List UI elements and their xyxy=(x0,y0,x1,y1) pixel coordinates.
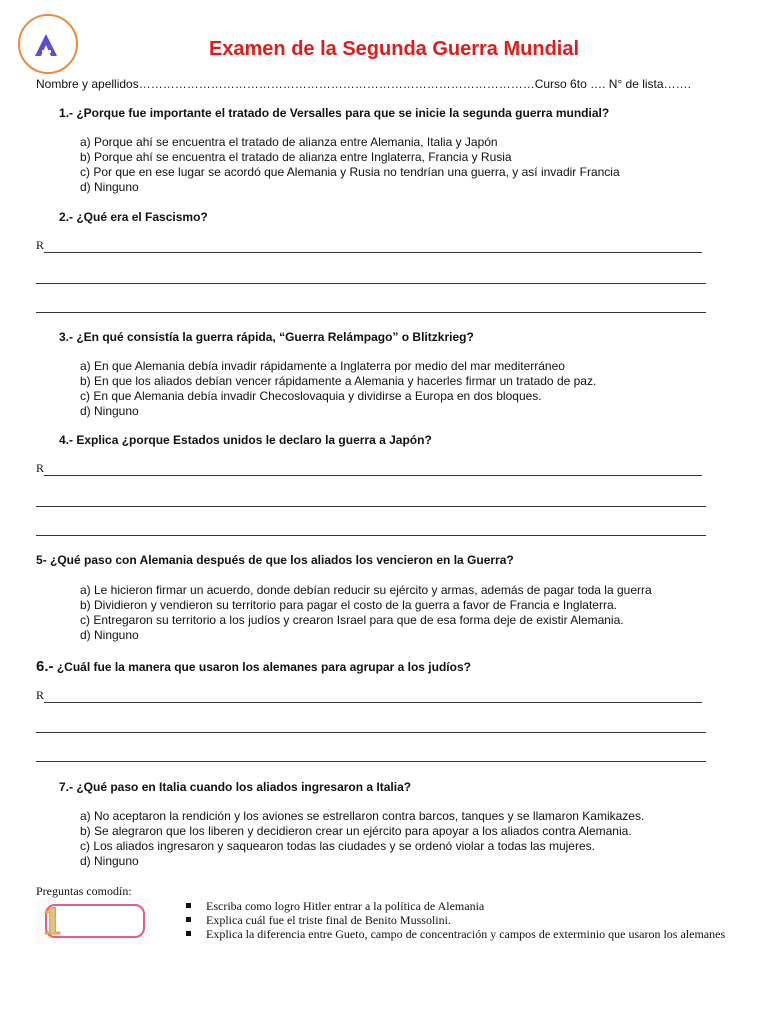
question-text: - ¿Qué paso con Alemania después de que los aliados los vencieron en la Guerra? xyxy=(42,553,514,567)
question-4 xyxy=(59,433,432,447)
answer-line xyxy=(44,688,702,703)
bonus-item: Escriba como logro Hitler entrar a la política de Alemania xyxy=(186,899,726,913)
option: a) No aceptaron la rendición y los aviones se estrellaron contra barcos, tanques y se llamaron Kamikazes. xyxy=(80,809,645,823)
answer-area-2[interactable] xyxy=(36,238,706,318)
option: c) Los aliados ingresaron y saquearon todas las ciudades y se ordenó violar a todas las mujeres. xyxy=(80,839,595,853)
question-6 xyxy=(36,658,471,675)
answer-line xyxy=(36,747,706,762)
answer-line xyxy=(36,521,706,536)
option: d) Ninguno xyxy=(80,180,139,194)
option: c) Por que en ese lugar se acordó que Alemania y Rusia no tendrían una guerra, y así invadir Francia xyxy=(80,165,620,179)
question-5-options xyxy=(80,583,652,643)
option: b) En que los aliados debían vencer rápidamente a Alemania y hacerles firmar un tratado de paz. xyxy=(80,374,597,388)
bullet-icon xyxy=(186,903,191,908)
page-title: Examen de la Segunda Guerra Mundial xyxy=(208,38,580,60)
option: c) En que Alemania debía invadir Checoslovaquia y dividirse a Europa en dos bloques. xyxy=(80,389,542,403)
question-number: 5 xyxy=(36,553,43,567)
option: d) Ninguno xyxy=(80,628,139,642)
question-number: 3. xyxy=(59,330,70,344)
option: c) Entregaron su territorio a los judíos y crearon Israel para que de esa forma deje de existir Alemania. xyxy=(80,613,624,627)
question-3 xyxy=(59,330,474,344)
option: b) Porque ahí se encuentra el tratado de alianza entre Inglaterra, Francia y Rusia xyxy=(80,150,512,164)
question-number: 7. xyxy=(59,780,70,794)
question-7 xyxy=(59,780,411,794)
question-3-options xyxy=(80,359,596,419)
question-number: 1 xyxy=(59,106,66,120)
bonus-list xyxy=(186,899,726,941)
bonus-item: Explica la diferencia entre Gueto, campo de concentración y campos de exterminio que usaron los alemanes xyxy=(186,927,726,941)
answer-area-4[interactable] xyxy=(36,461,706,541)
option: a) Le hicieron firmar un acuerdo, donde debían reducir su ejército y armas, además de pagar toda la guerra xyxy=(80,583,652,597)
name-course-line: Nombre y apellidos………………………………………………………………………………………Curso 6to …. N° de lista……. xyxy=(36,77,691,91)
option: d) Ninguno xyxy=(80,854,139,868)
answer-label: R xyxy=(36,688,45,702)
question-1 xyxy=(59,106,609,120)
answer-line xyxy=(36,298,706,313)
question-1-options xyxy=(80,135,620,195)
question-7-options xyxy=(80,809,644,869)
question-text: ¿Cuál fue la manera que usaron los alemanes para agrupar a los judíos? xyxy=(53,660,471,674)
option: b) Se alegraron que los liberen y decidieron crear un ejército para apoyar a los aliados contra Alemania. xyxy=(80,824,632,838)
bonus-label: Preguntas comodín: xyxy=(36,884,132,898)
bonus-badge xyxy=(36,898,150,944)
option: a) Porque ahí se encuentra el tratado de alianza entre Alemania, Italia y Japón xyxy=(80,135,498,149)
question-2 xyxy=(59,210,208,224)
bullet-icon xyxy=(186,931,191,936)
question-5 xyxy=(36,553,514,567)
answer-label: R xyxy=(36,461,45,475)
answer-area-6[interactable] xyxy=(36,688,706,768)
answer-line xyxy=(36,492,706,507)
answer-line xyxy=(36,269,706,284)
answer-line xyxy=(36,718,706,733)
answer-line xyxy=(44,238,702,253)
answer-line xyxy=(44,461,702,476)
question-number: 2. xyxy=(59,210,70,224)
question-text: - ¿En qué consistía la guerra rápida, “Guerra Relámpago” o Blitzkrieg? xyxy=(69,330,474,344)
option: d) Ninguno xyxy=(80,404,139,418)
question-text: - Explica ¿porque Estados unidos le declaro la guerra a Japón? xyxy=(69,433,432,447)
question-number: 6.- xyxy=(36,658,54,675)
bullet-icon xyxy=(186,917,191,922)
question-text: - ¿Qué era el Fascismo? xyxy=(69,210,208,224)
question-text: - ¿Qué paso en Italia cuando los aliados ingresaron a Italia? xyxy=(69,780,412,794)
bonus-item: Explica cuál fue el triste final de Benito Mussolini. xyxy=(186,913,726,927)
option: b) Dividieron y vendieron su territorio para pagar el costo de la guerra a favor de Francia e Inglaterra. xyxy=(80,598,617,612)
question-text: .- ¿Porque fue importante el tratado de Versalles para que se inicie la segunda guerra mundial? xyxy=(65,106,610,120)
question-number: 4. xyxy=(59,433,70,447)
answer-label: R xyxy=(36,238,45,252)
badge-number: 1 xyxy=(42,898,62,943)
option: a) En que Alemania debía invadir rápidamente a Inglaterra por medio del mar mediterráneo xyxy=(80,359,565,373)
